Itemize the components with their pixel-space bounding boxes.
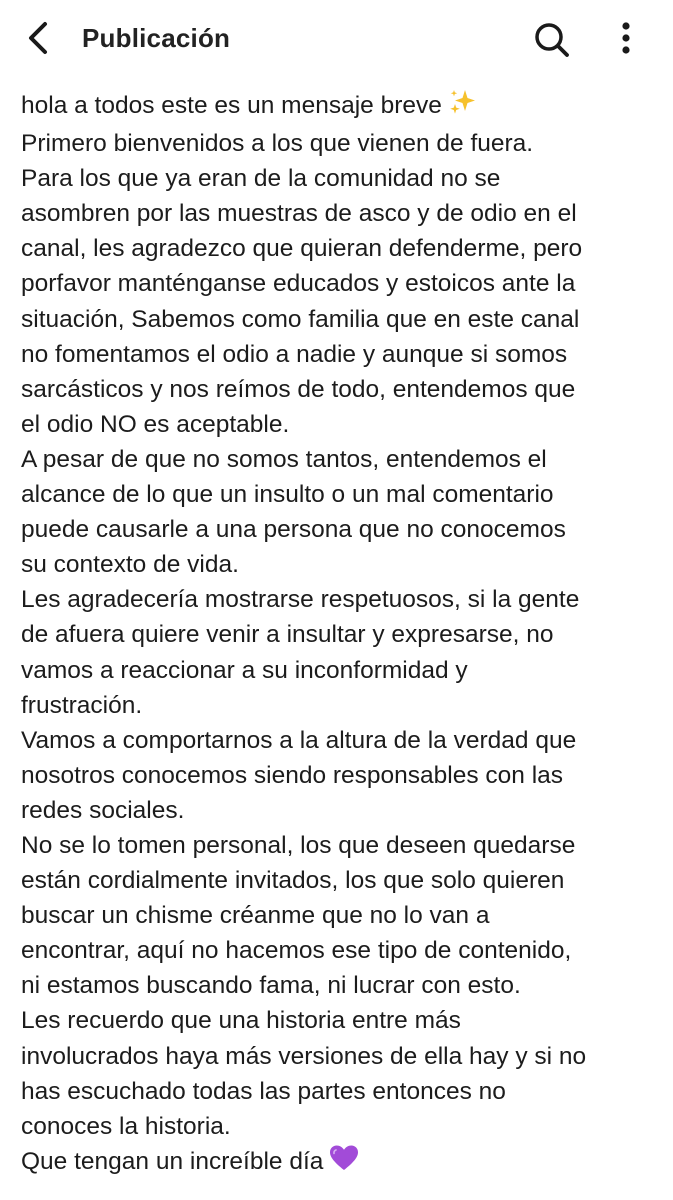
post-line: No se lo tomen personal, los que deseen quedarse bbox=[21, 831, 576, 859]
post-line: involucrados haya más versiones de ella hay y si no bbox=[21, 1042, 587, 1070]
post-line: están cordialmente invitados, los que solo quieren bbox=[21, 867, 565, 895]
post-line: Primero bienvenidos a los que vienen de fuera. bbox=[21, 130, 534, 158]
post-line: porfavor manténganse educados y estoicos ante la bbox=[21, 270, 576, 298]
search-icon bbox=[532, 20, 572, 60]
post-line: nosotros conocemos siendo responsables con las bbox=[21, 761, 564, 789]
post-line: Les agradecería mostrarse respetuosos, si la gente bbox=[21, 586, 580, 614]
post-line: situación, Sabemos como familia que en este canal bbox=[21, 305, 580, 333]
post-line bbox=[21, 1144, 661, 1182]
post-line-text: Que tengan un increíble día bbox=[21, 1147, 324, 1175]
more-options-button[interactable] bbox=[606, 16, 646, 60]
post-line: conoces la historia. bbox=[21, 1112, 231, 1140]
post-line: encontrar, aquí no hacemos ese tipo de contenido, bbox=[21, 937, 572, 965]
post-line bbox=[21, 88, 661, 126]
post-line: has escuchado todas las partes entonces no bbox=[21, 1077, 506, 1105]
post-line: A pesar de que no somos tantos, entendemos el bbox=[21, 445, 547, 473]
post-line: sarcásticos y nos reímos de todo, entendemos que bbox=[21, 375, 576, 403]
purple-heart-icon bbox=[329, 1144, 359, 1182]
post-line: frustración. bbox=[21, 691, 143, 719]
post-line: de afuera quiere venir a insultar y expresarse, no bbox=[21, 621, 554, 649]
post-body bbox=[21, 88, 661, 1182]
post-line: el odio NO es aceptable. bbox=[21, 410, 290, 438]
post-line: puede causarle a una persona que no conocemos bbox=[21, 516, 566, 544]
post-line: Vamos a comportarnos a la altura de la verdad que bbox=[21, 726, 577, 754]
post-line: Para los que ya eran de la comunidad no se bbox=[21, 165, 501, 193]
post-line: ni estamos buscando fama, ni lucrar con esto. bbox=[21, 972, 521, 1000]
post-line: asombren por las muestras de asco y de odio en el bbox=[21, 200, 577, 228]
post-line-text: hola a todos este es un mensaje breve bbox=[21, 92, 442, 119]
more-vertical-icon bbox=[620, 21, 632, 55]
post-line: vamos a reaccionar a su inconformidad y bbox=[21, 656, 468, 684]
post-line: redes sociales. bbox=[21, 796, 185, 824]
top-bar bbox=[0, 0, 673, 80]
post-line: alcance de lo que un insulto o un mal comentario bbox=[21, 481, 554, 509]
post-line: no fomentamos el odio a nadie y aunque si somos bbox=[21, 340, 568, 368]
search-button[interactable] bbox=[530, 18, 574, 62]
post-line: Les recuerdo que una historia entre más bbox=[21, 1007, 461, 1035]
sparkles-icon bbox=[448, 88, 478, 126]
post-line: canal, les agradezco que quieran defenderme, pero bbox=[21, 235, 583, 263]
post-line: su contexto de vida. bbox=[21, 551, 239, 579]
chevron-left-icon bbox=[25, 21, 51, 55]
page-title: Publicación bbox=[82, 23, 231, 53]
post-line: buscar un chisme créanme que no lo van a bbox=[21, 902, 490, 930]
back-button[interactable] bbox=[18, 18, 58, 58]
